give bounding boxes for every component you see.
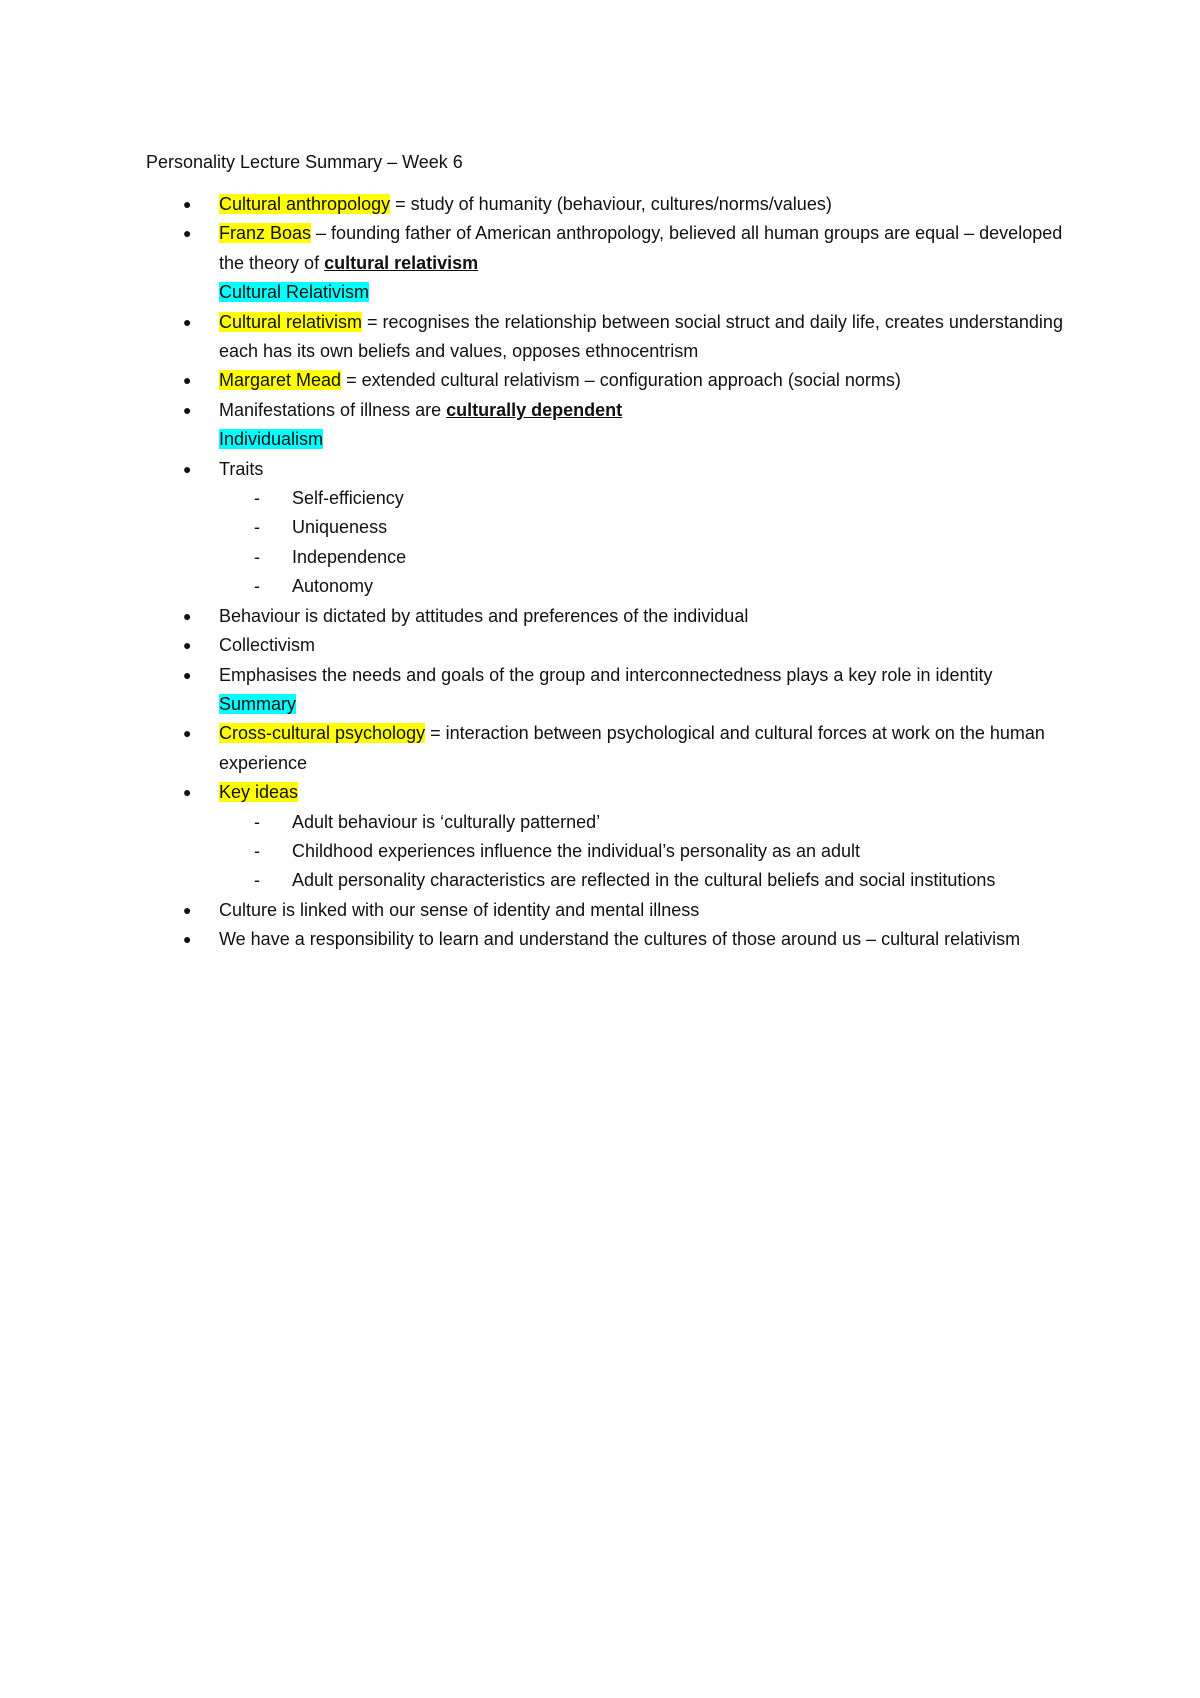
bullet-icon: ● [183, 313, 192, 330]
list-item-emphasises [146, 661, 1066, 690]
bullet-icon: ● [183, 196, 192, 212]
item-text: Emphasises the needs and goals of the group and interconnectedness plays a key role in identity [219, 664, 993, 685]
dash-marker: - [254, 488, 260, 509]
sub-list-item-key-idea [146, 837, 1066, 866]
section-heading-text: Cultural Relativism [219, 282, 370, 303]
emphasized-term: cultural relativism [324, 252, 479, 273]
highlighted-term: Cross-cultural psychology [219, 723, 426, 744]
sub-list-item-trait [146, 484, 1066, 513]
list-item-cultural-relativism [146, 308, 1066, 367]
dash-marker: - [254, 840, 260, 861]
list-item-franz-boas [146, 219, 1066, 278]
list-item-manifestations [146, 396, 1066, 425]
item-text: = study of humanity (behaviour, cultures/norms/values) [390, 194, 832, 214]
sub-list-item-trait [146, 543, 1066, 572]
list-item-cultural-anthropology [146, 190, 1066, 219]
document-title: Personality Lecture Summary – Week 6 [146, 152, 463, 172]
sub-item-text: Childhood experiences influence the individual’s personality as an adult [292, 840, 861, 861]
bullet-icon: ● [183, 401, 192, 418]
bullet-icon: ● [183, 901, 192, 918]
sub-item-text: Adult personality characteristics are reflected in the cultural beliefs and social institutions [292, 870, 996, 891]
bullet-icon: ● [183, 637, 192, 654]
item-text: Collectivism [219, 635, 316, 656]
highlighted-term: Cultural anthropology [219, 194, 391, 214]
item-text: Manifestations of illness are [219, 399, 447, 420]
dash-marker: - [254, 517, 260, 538]
item-text: – founding father of American anthropology, believed all human groups are equal – developed the theory of [219, 223, 1063, 273]
item-text: Behaviour is dictated by attitudes and preferences of the individual [219, 605, 749, 626]
dash-marker: - [254, 576, 260, 597]
sub-list-item-trait [146, 572, 1066, 601]
section-heading-individualism [146, 425, 1066, 454]
list-item-collectivism [146, 631, 1066, 660]
sub-item-text: Independence [292, 546, 407, 567]
section-heading-cultural-relativism [146, 278, 1066, 307]
bullet-icon: ● [183, 460, 192, 477]
item-text: We have a responsibility to learn and understand the cultures of those around us – cultural relativism [219, 929, 1021, 950]
list-item-responsibility [146, 925, 1066, 954]
item-text: Traits [219, 458, 264, 479]
item-text: = interaction between psychological and cultural forces at work on the human experience [219, 723, 1045, 773]
bullet-icon: ● [183, 725, 192, 742]
bullet-icon: ● [183, 784, 192, 801]
list-item-cross-cultural [146, 719, 1066, 778]
bullet-icon: ● [183, 225, 192, 242]
list-item-culture-linked [146, 896, 1066, 925]
dash-marker: - [254, 870, 260, 891]
item-text: Culture is linked with our sense of identity and mental illness [219, 899, 700, 920]
emphasized-term: culturally dependent [446, 399, 623, 420]
list-item-traits [146, 455, 1066, 484]
list-item-key-ideas [146, 778, 1066, 807]
dash-marker: - [254, 546, 260, 567]
document-body [146, 190, 1066, 955]
sub-item-text: Uniqueness [292, 517, 388, 538]
sub-item-text: Autonomy [292, 576, 374, 597]
highlighted-term: Key ideas [219, 782, 299, 803]
bullet-icon: ● [183, 931, 192, 948]
dash-marker: - [254, 811, 260, 832]
bullet-icon: ● [183, 372, 192, 389]
list-item-behaviour [146, 602, 1066, 631]
item-text: = recognises the relationship between social struct and daily life, creates understanding each has its own beliefs and values, opposes ethnocentrism [219, 311, 1063, 362]
highlighted-term: Franz Boas [219, 223, 312, 244]
highlighted-term: Margaret Mead [219, 370, 342, 391]
sub-item-text: Adult behaviour is ‘culturally patterned’ [292, 811, 601, 832]
sub-item-text: Self-efficiency [292, 488, 404, 509]
sub-list-item-key-idea [146, 808, 1066, 837]
section-heading-text: Individualism [219, 429, 324, 450]
section-heading-text: Summary [219, 693, 297, 714]
section-heading-summary [146, 690, 1066, 719]
bullet-icon: ● [183, 666, 192, 683]
highlighted-term: Cultural relativism [219, 311, 363, 332]
list-item-margaret-mead [146, 366, 1066, 395]
bullet-icon: ● [183, 607, 192, 624]
item-text: = extended cultural relativism – configuration approach (social norms) [341, 370, 901, 391]
sub-list-item-trait [146, 513, 1066, 542]
sub-list-item-key-idea [146, 866, 1066, 895]
